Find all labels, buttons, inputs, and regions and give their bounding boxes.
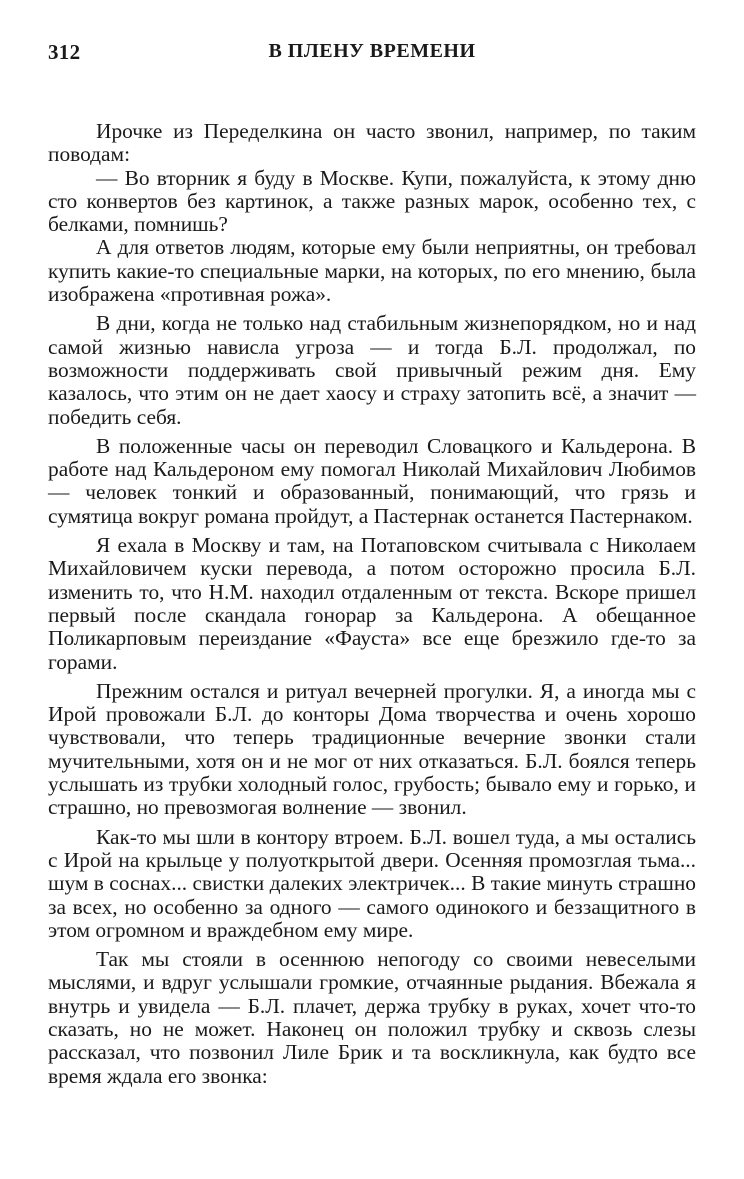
running-head [48, 40, 696, 74]
paragraph: В положенные часы он переводил Словацкого и Кальдерона. В работе над Кальдероном ему помогал Николай Михайлович Любимов — человек тонкий и образованный, понимающий, что грязь и сумятица вокруг романа пройдут, а Пастернак останется Пастернаком. [48, 433, 696, 528]
running-title: В ПЛЕНУ ВРЕМЕНИ [268, 40, 476, 62]
paragraph: Как-то мы шли в контору втроем. Б.Л. вошел туда, а мы остались с Ирой на крыльце у полуоткрытой двери. Осенняя промозглая тьма... шум в соснах... свистки далеких электричек... В такие минуть страшно за всех, но особенно за одного — самого одинокого и беззащитного в этом огромном и враждебном ему мире. [48, 824, 696, 942]
paragraph: Прежним остался и ритуал вечерней прогулки. Я, а иногда мы с Ирой провожали Б.Л. до конторы Дома творчества и очень хорошо чувствовали, что теперь традиционные вечерние звонки стали мучительными, хотя он и не мог от них отказаться. Б.Л. боялся теперь услышать из трубки холодный голос, грубость; бывало ему и горько, и страшно, но превозмогая волнение — звонил. [48, 678, 696, 820]
page-number: 312 [48, 40, 81, 64]
paragraph: Так мы стояли в осеннюю непогоду со своими невеселыми мыслями, и вдруг услышали громкие, отчаянные рыдания. Вбежала я внутрь и увидела — Б.Л. плачет, держа трубку в руках, хочет что-то сказать, но не может. Наконец он положил трубку и сквозь слезы рассказал, что позвонил Лиле Брик и та воскликнула, как будто все время ждала его звонка: [48, 947, 696, 1088]
paragraph: В дни, когда не только над стабильным жизнепорядком, но и над самой жизнью нависла угроза — и тогда Б.Л. продолжал, по возможности поддерживать свой привычный режим дня. Ему казалось, что этим он не дает хаосу и страху затопить всё, а значит — победить себя. [48, 311, 696, 429]
paragraph: Ирочке из Переделкина он часто звонил, например, по таким поводам: [48, 119, 696, 167]
paragraph: А для ответов людям, которые ему были неприятны, он требовал купить какие-то специальные марки, на которых, по его мнению, была изображена «противная рожа». [48, 235, 696, 307]
paragraph: — Во вторник я буду в Москве. Купи, пожалуйста, к этому дню сто конвертов без картинок, а также разных марок, особенно тех, с белками, помнишь? [48, 165, 696, 237]
body-text [48, 120, 696, 1088]
book-page [48, 40, 696, 1160]
paragraph: Я ехала в Москву и там, на Потаповском считывала с Николаем Михайловичем куски перевода, а потом осторожно просила Б.Л. изменить то, что Н.М. находил отдаленным от текста. Вскоре пришел первый после скандала гонорар за Кальдерона. А обещанное Поликарповым переиздание «Фауста» все еще брезжило где-то за горами. [48, 533, 696, 674]
